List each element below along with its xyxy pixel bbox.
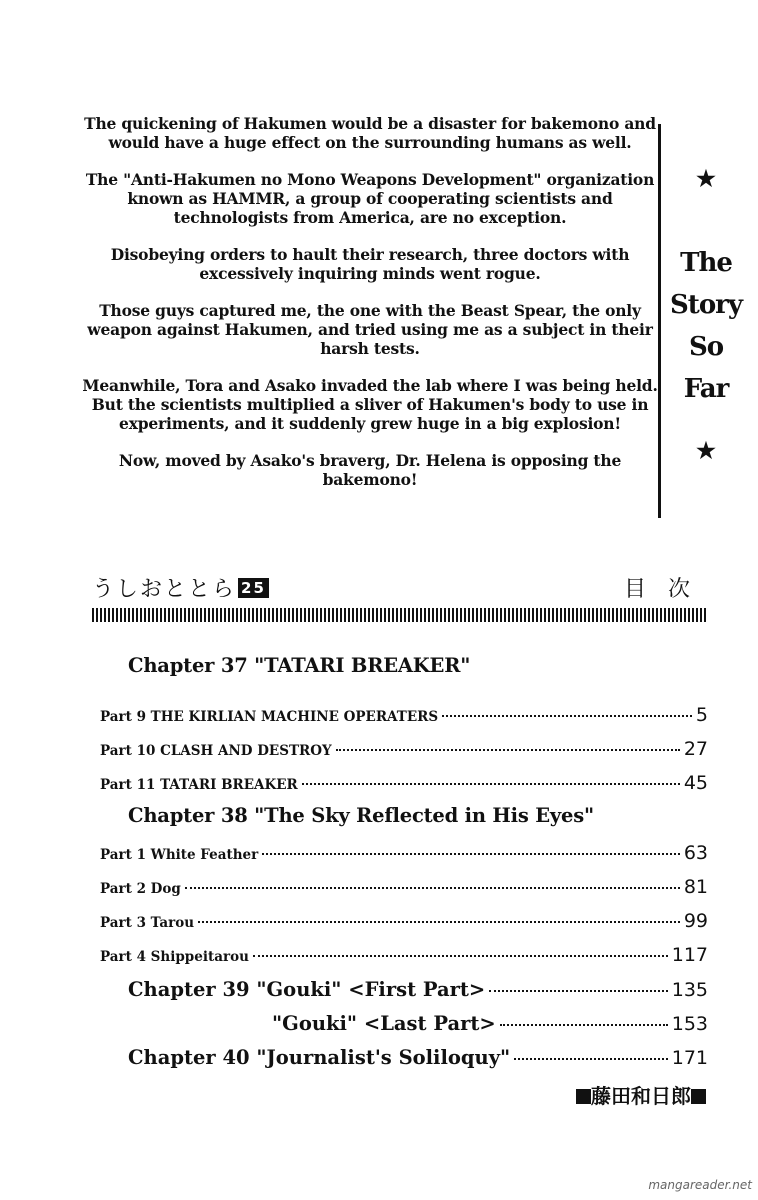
toc-page: 171 [671, 1047, 708, 1069]
square-icon [691, 1089, 706, 1104]
toc-label: Part 2 Dog [100, 881, 181, 897]
toc-row[interactable] [100, 944, 708, 966]
story-paragraph: Disobeying orders to hault their research, three doctors with excessively inquiring minds went rogue. [110, 245, 630, 283]
series-title-text: うしおととら [92, 577, 237, 602]
toc-page: 27 [683, 738, 708, 760]
dot-leader [198, 921, 680, 923]
story-summary [82, 114, 658, 507]
toc-label: Part 3 Tarou [100, 915, 195, 931]
side-divider [658, 124, 661, 518]
toc-row[interactable] [128, 1046, 708, 1074]
toc-row[interactable] [100, 704, 708, 726]
toc-label: Part 9 THE KIRLIAN MACHINE OPERATERS [100, 709, 439, 725]
toc-page: 117 [671, 944, 708, 966]
dot-leader [253, 955, 668, 957]
chapter-heading: Chapter 37 "TATARI BREAKER" [128, 654, 471, 677]
chapter-heading: Chapter 38 "The Sky Reflected in His Eyes" [128, 804, 594, 827]
story-paragraph: The quickening of Hakumen would be a disaster for bakemono and would have a huge effect on the surrounding humans as well. [84, 114, 656, 152]
toc-row[interactable] [272, 1012, 708, 1040]
series-title [92, 572, 269, 603]
toc-label: Chapter 40 "Journalist's Soliloquy" [128, 1046, 511, 1069]
story-paragraph: The "Anti-Hakumen no Mono Weapons Development" organization known as HAMMR, a group of cooperating scientists and technologists from America, are no exception. [85, 170, 655, 227]
author-credit [576, 1080, 706, 1109]
toc-page: 63 [683, 842, 708, 864]
author-name: 藤田和日郎 [591, 1084, 691, 1108]
title-word: So [688, 332, 724, 362]
toc-label: "Gouki" <Last Part> [272, 1012, 496, 1035]
dot-leader [336, 749, 680, 751]
toc-row[interactable] [128, 978, 708, 1006]
toc-label: Part 1 White Feather [100, 847, 259, 863]
toc-row[interactable] [100, 772, 708, 794]
toc-label: Chapter 39 "Gouki" <First Part> [128, 978, 486, 1001]
tick-divider [92, 608, 708, 622]
contents-header [92, 572, 712, 604]
story-paragraph: Now, moved by Asako's braverg, Dr. Helena is opposing the bakemono! [118, 451, 622, 489]
title-word: Far [683, 374, 729, 404]
toc-row[interactable] [100, 910, 708, 932]
toc-row[interactable] [100, 876, 708, 898]
contents-label: 目次 [623, 577, 712, 602]
toc-page: 99 [683, 910, 708, 932]
dot-leader [185, 887, 680, 889]
toc-page: 81 [683, 876, 708, 898]
toc-label: Part 10 CLASH AND DESTROY [100, 743, 332, 759]
dot-leader [442, 715, 692, 717]
toc-label: Part 11 TATARI BREAKER [100, 777, 298, 793]
dot-leader [489, 990, 667, 992]
dot-leader [500, 1024, 668, 1026]
toc-page: 45 [683, 772, 708, 794]
dot-leader [302, 783, 680, 785]
toc-row[interactable] [100, 842, 708, 864]
toc-page: 153 [671, 1013, 708, 1035]
title-word: The [680, 248, 732, 278]
toc-row[interactable] [100, 738, 708, 760]
star-icon: ★ [696, 438, 716, 464]
toc-label: Part 4 Shippeitarou [100, 949, 249, 965]
title-word: Story [670, 290, 742, 320]
square-icon [576, 1089, 591, 1104]
dot-leader [262, 853, 680, 855]
story-paragraph: Those guys captured me, the one with the Beast Spear, the only weapon against Hakumen, and tried using me as a subject in their harsh tests. [87, 301, 653, 358]
toc-page: 5 [695, 704, 708, 726]
story-paragraph: Meanwhile, Tora and Asako invaded the lab where I was being held. But the scientists multiplied a sliver of Hakumen's body to use in experiments, and it suddenly grew huge in a big explosion! [82, 376, 658, 433]
star-icon: ★ [696, 166, 716, 192]
story-so-far-title [666, 168, 746, 462]
volume-badge: 25 [238, 578, 269, 598]
toc-page: 135 [671, 979, 708, 1001]
watermark: mangareader.net [648, 1178, 752, 1192]
dot-leader [514, 1058, 668, 1060]
